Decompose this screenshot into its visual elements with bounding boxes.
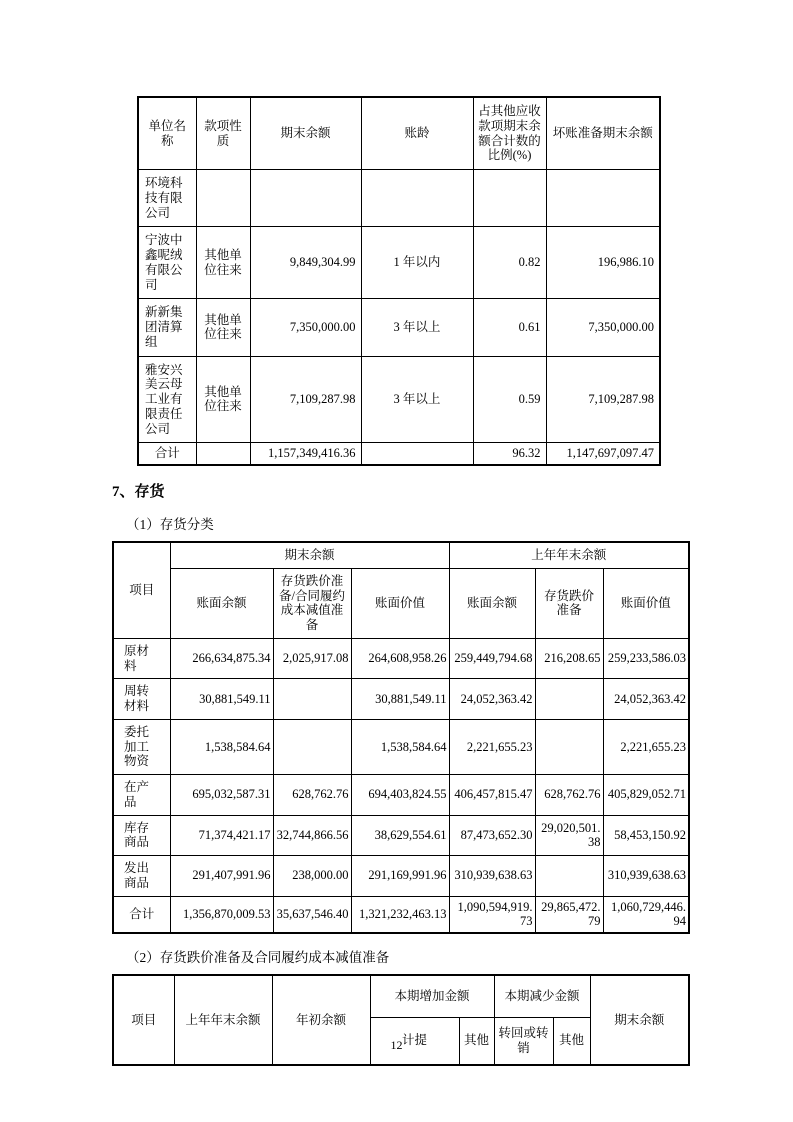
data-cell: 96.32 [473, 443, 546, 465]
item-label-cell: 周转材料 [113, 679, 170, 720]
total-row [113, 896, 689, 933]
data-cell: 2,025,917.08 [273, 638, 351, 679]
data-cell: 24,052,363.42 [603, 679, 689, 720]
data-cell: 196,986.10 [546, 227, 660, 299]
item-label-cell: 委托加工物资 [113, 719, 170, 774]
item-label-cell: 库存商品 [113, 815, 170, 856]
data-cell: 266,634,875.34 [170, 638, 273, 679]
table-row [113, 815, 689, 856]
data-cell: 628,762.76 [535, 775, 603, 816]
total-label-cell: 合计 [138, 443, 196, 465]
other-receivables-table [137, 96, 661, 466]
header-group-period-end: 期末余额 [170, 542, 449, 568]
data-cell: 291,169,991.96 [351, 856, 449, 897]
data-cell: 3 年以上 [361, 299, 473, 356]
data-cell: 2,221,655.23 [449, 719, 535, 774]
header-cell: 项目 [113, 542, 170, 638]
data-cell: 238,000.00 [273, 856, 351, 897]
data-cell: 30,881,549.11 [170, 679, 273, 720]
table-row [138, 299, 660, 356]
data-cell: 1,090,594,919.73 [449, 896, 535, 933]
data-cell: 其他单位往来 [196, 299, 250, 356]
table-header-row [113, 542, 689, 568]
header-cell: 计提 [370, 1017, 459, 1065]
section-heading-inventory: 7、存货 [112, 484, 165, 500]
entity-name-cell: 新新集团清算组 [138, 299, 196, 356]
table-header-row [138, 97, 660, 170]
data-cell: 7,109,287.98 [546, 356, 660, 443]
data-cell: 7,109,287.98 [250, 356, 361, 443]
header-cell: 账面价值 [351, 568, 449, 638]
header-cell: 占其他应收款项期末余额合计数的比例(%) [473, 97, 546, 170]
data-cell: 9,849,304.99 [250, 227, 361, 299]
data-cell: 0.82 [473, 227, 546, 299]
data-cell [273, 679, 351, 720]
entity-name-cell: 环境科技有限公司 [138, 170, 196, 227]
data-cell: 35,637,546.40 [273, 896, 351, 933]
header-group-prev-year: 上年年末余额 [449, 542, 689, 568]
header-cell: 账龄 [361, 97, 473, 170]
total-row [138, 443, 660, 465]
data-cell: 216,208.65 [535, 638, 603, 679]
data-cell [535, 719, 603, 774]
data-cell: 1,538,584.64 [170, 719, 273, 774]
header-cell: 年初余额 [272, 975, 370, 1065]
page-number: 12 [390, 1038, 403, 1052]
data-cell: 1 年以内 [361, 227, 473, 299]
table-row [138, 170, 660, 227]
data-cell: 1,321,232,463.13 [351, 896, 449, 933]
header-cell: 账面余额 [449, 568, 535, 638]
header-cell: 账面余额 [170, 568, 273, 638]
table-row [113, 638, 689, 679]
data-cell [196, 443, 250, 465]
header-cell: 上年年末余额 [174, 975, 272, 1065]
data-cell [546, 170, 660, 227]
item-label-cell: 原材料 [113, 638, 170, 679]
data-cell: 其他单位往来 [196, 227, 250, 299]
data-cell: 24,052,363.42 [449, 679, 535, 720]
header-cell: 项目 [113, 975, 174, 1065]
data-cell: 406,457,815.47 [449, 775, 535, 816]
table-row [138, 356, 660, 443]
data-cell: 405,829,052.71 [603, 775, 689, 816]
table-row [113, 719, 689, 774]
data-cell: 58,453,150.92 [603, 815, 689, 856]
item-label-cell: 在产品 [113, 775, 170, 816]
header-cell: 存货跌价准备/合同履约成本减值准备 [273, 568, 351, 638]
data-cell: 87,473,652.30 [449, 815, 535, 856]
table-row [113, 856, 689, 897]
item-label-cell: 发出商品 [113, 856, 170, 897]
data-cell: 291,407,991.96 [170, 856, 273, 897]
header-cell: 单位名称 [138, 97, 196, 170]
data-cell: 1,356,870,009.53 [170, 896, 273, 933]
data-cell: 2,221,655.23 [603, 719, 689, 774]
subheading-inventory-provision: （2）存货跌价准备及合同履约成本减值准备 [126, 950, 390, 965]
header-cell: 其他 [459, 1017, 494, 1065]
table-row [113, 679, 689, 720]
subheading-inventory-classification: （1）存货分类 [126, 517, 214, 532]
data-cell: 30,881,549.11 [351, 679, 449, 720]
header-cell: 期末余额 [590, 975, 689, 1065]
data-cell: 310,939,638.63 [603, 856, 689, 897]
data-cell [361, 170, 473, 227]
data-cell: 0.59 [473, 356, 546, 443]
data-cell: 694,403,824.55 [351, 775, 449, 816]
header-cell: 转回或转销 [494, 1017, 553, 1065]
data-cell [473, 170, 546, 227]
data-cell: 7,350,000.00 [250, 299, 361, 356]
data-cell: 32,744,866.56 [273, 815, 351, 856]
data-cell: 0.61 [473, 299, 546, 356]
entity-name-cell: 宁波中鑫呢绒有限公司 [138, 227, 196, 299]
header-group-decrease: 本期减少金额 [494, 975, 590, 1017]
header-cell: 坏账准备期末余额 [546, 97, 660, 170]
data-cell [250, 170, 361, 227]
data-cell: 1,538,584.64 [351, 719, 449, 774]
data-cell: 其他单位往来 [196, 356, 250, 443]
table-subheader-row [113, 568, 689, 638]
data-cell: 3 年以上 [361, 356, 473, 443]
header-group-increase: 本期增加金额 [370, 975, 494, 1017]
data-cell: 7,350,000.00 [546, 299, 660, 356]
data-cell [535, 679, 603, 720]
data-cell [196, 170, 250, 227]
data-cell [361, 443, 473, 465]
data-cell: 29,020,501.38 [535, 815, 603, 856]
data-cell: 1,147,697,097.47 [546, 443, 660, 465]
data-cell: 259,449,794.68 [449, 638, 535, 679]
data-cell: 264,608,958.26 [351, 638, 449, 679]
header-cell: 账面价值 [603, 568, 689, 638]
data-cell: 259,233,586.03 [603, 638, 689, 679]
header-cell: 期末余额 [250, 97, 361, 170]
data-cell: 310,939,638.63 [449, 856, 535, 897]
total-label-cell: 合计 [113, 896, 170, 933]
data-cell: 628,762.76 [273, 775, 351, 816]
data-cell: 1,060,729,446.94 [603, 896, 689, 933]
table-row [138, 227, 660, 299]
inventory-classification-table [112, 541, 690, 934]
table-header-row [113, 975, 689, 1017]
entity-name-cell: 雅安兴美云母工业有限责任公司 [138, 356, 196, 443]
data-cell [535, 856, 603, 897]
data-cell: 695,032,587.31 [170, 775, 273, 816]
data-cell [273, 719, 351, 774]
header-cell: 其他 [553, 1017, 590, 1065]
header-cell: 存货跌价准备 [535, 568, 603, 638]
header-cell: 款项性质 [196, 97, 250, 170]
table-row [113, 775, 689, 816]
data-cell: 29,865,472.79 [535, 896, 603, 933]
data-cell: 38,629,554.61 [351, 815, 449, 856]
data-cell: 71,374,421.17 [170, 815, 273, 856]
data-cell: 1,157,349,416.36 [250, 443, 361, 465]
